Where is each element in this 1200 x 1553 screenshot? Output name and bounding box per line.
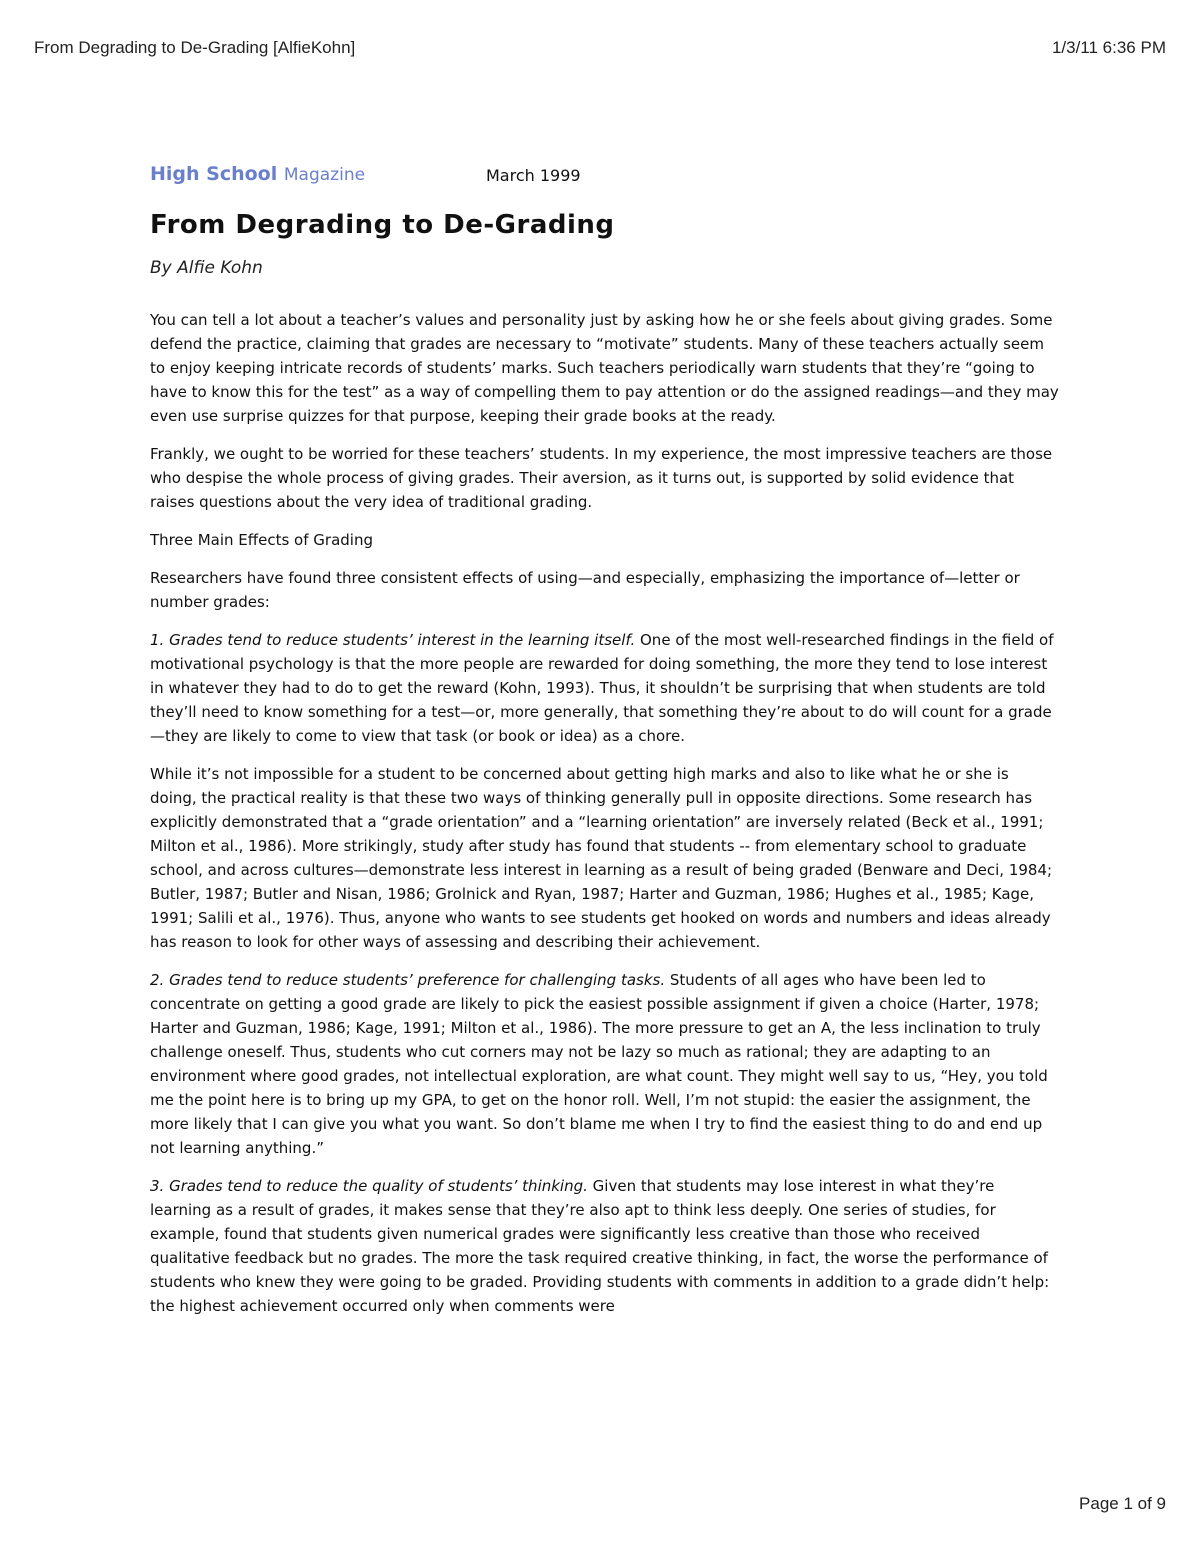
- point-3-text: Given that students may lose interest in what they’re learning as a result of grades, it makes sense that they’re also apt to think less deeply. One series of studies, for example, found that students given numerical grades were significantly less creative than those who received qualitative feedback but no grades. The more the task required creative thinking, in fact, the worse the performance of students who knew they were going to be graded. Providing students with comments in addition to a grade didn’t help: the highest achievement occurred only when comments were: [150, 1177, 1050, 1315]
- publication-suffix: Magazine: [283, 165, 366, 185]
- paragraph-intro: You can tell a lot about a teacher’s values and personality just by asking how he or she feels about giving grades. Some defend the practice, claiming that grades are necessary to “motivate” students. Many of these teachers actually seem to enjoy keeping intricate records of students’ marks. Such teachers periodically warn students that they’re “going to have to know this for the test” as a way of compelling them to pay attention or do the assigned readings—and they may even use surprise quizzes for that purpose, keeping their grade books at the ready.: [150, 311, 1059, 425]
- publication-title: High School: [150, 163, 278, 185]
- point-2: [150, 968, 1060, 1160]
- point-1: [150, 628, 1060, 748]
- section-heading: Three Main Effects of Grading: [150, 531, 373, 549]
- point-2-lead: 2. Grades tend to reduce students’ preference for challenging tasks.: [150, 971, 666, 989]
- publication-name: [150, 162, 365, 187]
- print-header-timestamp: 1/3/11 6:36 PM: [1051, 38, 1166, 57]
- article-title: From Degrading to De-Grading: [150, 210, 615, 240]
- masthead: [150, 158, 1060, 194]
- point-3-lead: 3. Grades tend to reduce the quality of students’ thinking.: [150, 1177, 588, 1195]
- paragraph-researchers: Researchers have found three consistent effects of using—and especially, emphasizing the importance of—letter or number grades:: [150, 569, 1020, 611]
- print-header: [34, 38, 1166, 62]
- point-2-text: Students of all ages who have been led to concentrate on getting a good grade are likely to pick the easiest possible assignment if given a choice (Harter, 1978; Harter and Guzman, 1986; Kage, 1991; Milton et al., 1986). The more pressure to get an A, the less inclination to truly challenge oneself. Thus, students who cut corners may not be lazy so much as rational; they are adapting to an environment where good grades, not intellectual exploration, are what count. They might well say to us, “Hey, you told me the point here is to bring up my GPA, to get on the honor roll. Well, I’m not stupid: the easier the assignment, the more likely that I can give you what you want. So don’t blame me when I try to find the easiest thing to do and end up not learning anything.”: [150, 971, 1048, 1157]
- paragraph-frankly: Frankly, we ought to be worried for these teachers’ students. In my experience, the most impressive teachers are those who despise the whole process of giving grades. Their aversion, as it turns out, is supported by solid evidence that raises questions about the very idea of traditional grading.: [150, 445, 1053, 511]
- point-3: [150, 1174, 1060, 1318]
- article: [150, 158, 1060, 1332]
- page-number: Page 1 of 9: [1079, 1494, 1166, 1513]
- print-header-title: From Degrading to De-Grading [AlfieKohn]: [34, 38, 356, 57]
- point-1-text: One of the most well-researched findings in the field of motivational psychology is that the more people are rewarded for doing something, the more they tend to lose interest in whatever they had to do to get the reward (Kohn, 1993). Thus, it shouldn’t be surprising that when students are told they’ll need to know something for a test—or, more generally, that something they’re about to do will count for a grade—they are likely to come to view that task (or book or idea) as a chore.: [150, 631, 1054, 745]
- article-body: [150, 308, 1060, 1318]
- byline: By Alfie Kohn: [150, 258, 263, 278]
- paragraph-while: While it’s not impossible for a student to be concerned about getting high marks and also to like what he or she is doing, the practical reality is that these two ways of thinking generally pull in opposite directions. Some research has explicitly demonstrated that a “grade orientation” and a “learning orientation” are inversely related (Beck et al., 1991; Milton et al., 1986). More strikingly, study after study has found that students -- from elementary school to graduate school, and across cultures—demonstrate less interest in learning as a result of being graded (Benware and Deci, 1984; Butler, 1987; Butler and Nisan, 1986; Grolnick and Ryan, 1987; Harter and Guzman, 1986; Hughes et al., 1985; Kage, 1991; Salili et al., 1976). Thus, anyone who wants to see students get hooked on words and numbers and ideas already has reason to look for other ways of assessing and describing their achievement.: [150, 765, 1053, 951]
- point-1-lead: 1. Grades tend to reduce students’ interest in the learning itself.: [150, 631, 636, 649]
- issue-date: March 1999: [486, 166, 581, 185]
